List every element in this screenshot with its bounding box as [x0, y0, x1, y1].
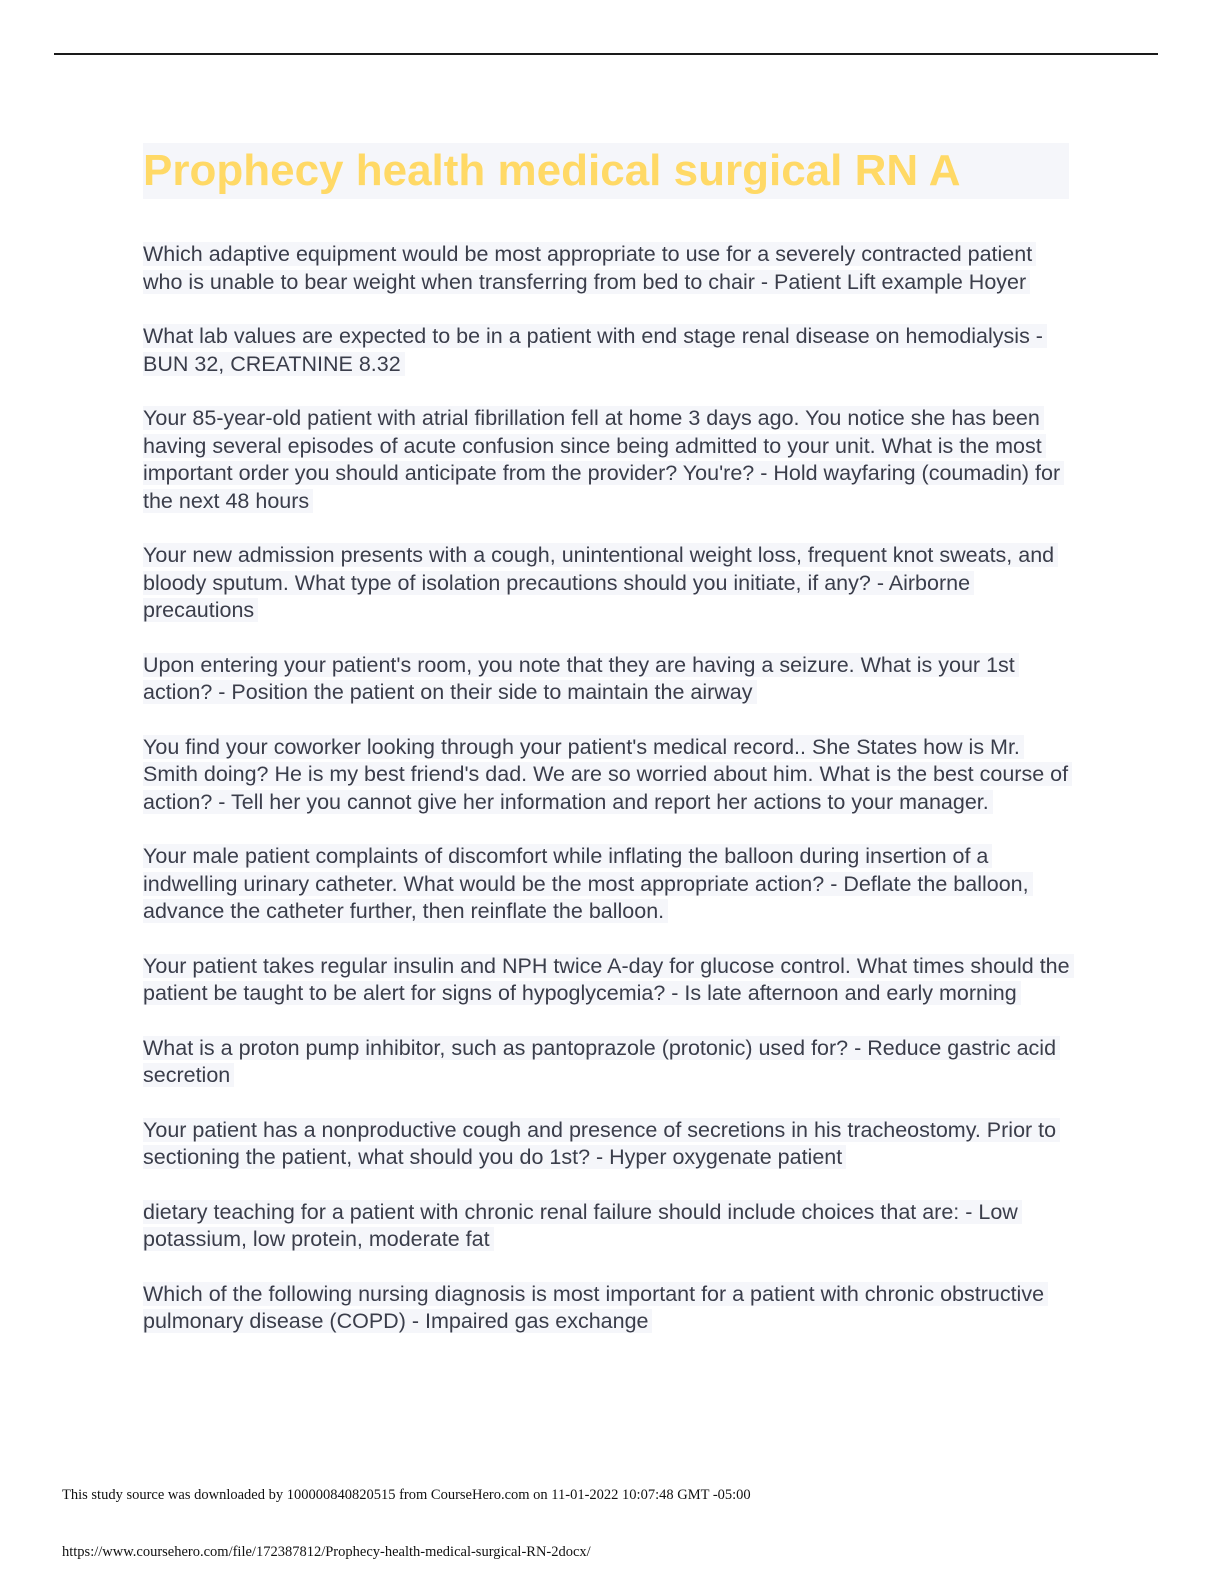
- qa-text: dietary teaching for a patient with chronic renal failure should include choices that are: - Low potassium, low protein, moderate fat: [143, 1200, 1022, 1252]
- qa-item: [143, 323, 1073, 378]
- qa-item: [143, 1035, 1073, 1090]
- qa-text: Your patient has a nonproductive cough and presence of secretions in his tracheostomy. Prior to sectioning the patient, what should you do 1st? - Hyper oxygenate patient: [143, 1118, 1060, 1170]
- qa-text: Your new admission presents with a cough, unintentional weight loss, frequent knot sweats, and bloody sputum. What type of isolation precautions should you initiate, if any? - Airborne precautions: [143, 543, 1058, 622]
- qa-text: What lab values are expected to be in a patient with end stage renal disease on hemodialysis - BUN 32, CREATNINE 8.32: [143, 324, 1047, 376]
- qa-text: Your 85-year-old patient with atrial fibrillation fell at home 3 days ago. You notice she has been having several episodes of acute confusion since being admitted to your unit. What is the most important order you should anticipate from the provider? You're? - Hold wayfaring (coumadin) for the next 48 hours: [143, 406, 1064, 513]
- qa-item: [143, 405, 1073, 515]
- source-url-link[interactable]: https://www.coursehero.com/file/172387812/Prophecy-health-medical-surgical-RN-2docx/: [62, 1544, 591, 1560]
- qa-text: What is a proton pump inhibitor, such as pantoprazole (protonic) used for? - Reduce gastric acid secretion: [143, 1036, 1060, 1088]
- download-source-note: This study source was downloaded by 100000840820515 from CourseHero.com on 11-01-2022 10:07:48 GMT -05:00: [62, 1487, 751, 1503]
- title-band: [143, 143, 1069, 199]
- document-title: Prophecy health medical surgical RN A: [143, 146, 961, 195]
- qa-item: [143, 241, 1073, 296]
- qa-item: [143, 542, 1073, 625]
- qa-item: [143, 843, 1073, 926]
- qa-text: Your patient takes regular insulin and NPH twice A-day for glucose control. What times should the patient be taught to be alert for signs of hypoglycemia? - Is late afternoon and early morning: [143, 954, 1074, 1006]
- qa-text: Which of the following nursing diagnosis is most important for a patient with chronic obstructive pulmonary disease (COPD) - Impaired gas exchange: [143, 1282, 1048, 1334]
- qa-item: [143, 1281, 1073, 1336]
- qa-text: You find your coworker looking through your patient's medical record.. She States how is Mr. Smith doing? He is my best friend's dad. We are so worried about him. What is the best course of action? - Tell her you cannot give her information and report her actions to your manager.: [143, 735, 1072, 814]
- qa-item: [143, 652, 1073, 707]
- qa-item: [143, 1199, 1073, 1254]
- qa-text: Your male patient complaints of discomfort while inflating the balloon during insertion of a indwelling urinary catheter. What would be the most appropriate action? - Deflate the balloon, advance the catheter further, then reinflate the balloon.: [143, 844, 1033, 923]
- top-divider: [54, 53, 1158, 55]
- qa-text: Upon entering your patient's room, you note that they are having a seizure. What is your 1st action? - Position the patient on their side to maintain the airway: [143, 653, 1019, 705]
- qa-item: [143, 1117, 1073, 1172]
- qa-item: [143, 734, 1073, 817]
- qa-item: [143, 953, 1073, 1008]
- document-body: [143, 143, 1073, 1363]
- qa-text: Which adaptive equipment would be most appropriate to use for a severely contracted patient who is unable to bear weight when transferring from bed to chair - Patient Lift example Hoyer: [143, 242, 1036, 294]
- qa-list: [143, 241, 1073, 1336]
